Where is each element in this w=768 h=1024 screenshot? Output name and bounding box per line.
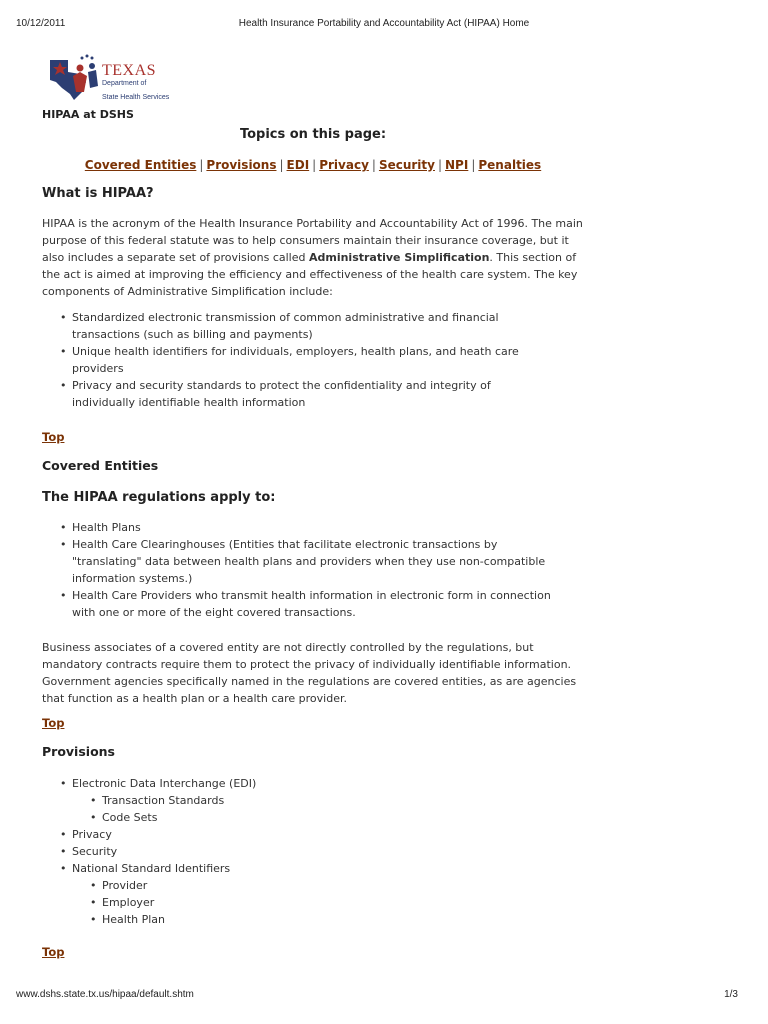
topic-link-privacy[interactable]: Privacy bbox=[319, 158, 369, 172]
list-item bbox=[42, 860, 562, 928]
list-item: • Health Care Clearinghouses (Entities that facilitate electronic transactions by "translating" data between health plans and providers when they use non-compatible information systems.) bbox=[42, 536, 562, 587]
topics-nav bbox=[0, 158, 626, 172]
separator: | bbox=[371, 158, 376, 172]
admin-simplification-bold: Administrative Simplification bbox=[308, 251, 490, 264]
print-url: www.dshs.state.tx.us/hipaa/default.shtm bbox=[16, 989, 194, 1000]
topic-link-edi[interactable]: EDI bbox=[286, 158, 310, 172]
print-footer bbox=[16, 989, 752, 1003]
print-header bbox=[16, 18, 752, 32]
topic-link-covered-entities[interactable]: Covered Entities bbox=[84, 158, 197, 172]
logo-texas-text: TEXAS bbox=[102, 62, 157, 79]
sub-list-item: • Health Plan bbox=[72, 911, 562, 928]
sub-list-item: • Employer bbox=[72, 894, 562, 911]
what-is-hipaa-paragraph bbox=[42, 215, 587, 300]
top-link[interactable]: Top bbox=[42, 430, 65, 444]
topics-title: Topics on this page: bbox=[239, 127, 387, 142]
topic-link-npi[interactable]: NPI bbox=[445, 158, 469, 172]
sub-list-item: • Code Sets bbox=[72, 809, 562, 826]
topic-link-provisions[interactable]: Provisions bbox=[206, 158, 277, 172]
list-item: • Health Plans bbox=[42, 519, 562, 536]
logo-dept-text: Department of bbox=[102, 80, 147, 87]
texas-logo-icon bbox=[46, 52, 102, 104]
what-is-hipaa-heading: What is HIPAA? bbox=[42, 186, 154, 201]
provision-label: Electronic Data Interchange (EDI) bbox=[72, 777, 257, 790]
topic-link-penalties[interactable]: Penalties bbox=[478, 158, 542, 172]
top-link[interactable]: Top bbox=[42, 945, 65, 959]
separator: | bbox=[437, 158, 443, 172]
logo-dshs-text: State Health Services bbox=[102, 94, 170, 101]
topic-link-security[interactable]: Security bbox=[378, 158, 435, 172]
intro-text: HIPAA is the acronym of the Health Insurance Portability and Accountability Act of 1996. The main purpose of this federal statute was to help consumers maintain their insurance coverage, but it also includes a separate set of provisions called bbox=[42, 217, 583, 264]
separator: | bbox=[312, 158, 317, 172]
dshs-logo[interactable] bbox=[46, 52, 181, 104]
sub-list-item: • Provider bbox=[72, 877, 562, 894]
sub-list-item: • Transaction Standards bbox=[72, 792, 562, 809]
print-date: 10/12/2011 bbox=[16, 18, 66, 29]
list-item: • Security bbox=[42, 843, 562, 860]
print-title: Health Insurance Portability and Accountability Act (HIPAA) Home bbox=[238, 18, 530, 29]
covered-entities-heading: Covered Entities bbox=[42, 458, 159, 473]
list-item bbox=[42, 775, 562, 826]
separator: | bbox=[279, 158, 284, 172]
hipaa-at-dshs-link[interactable]: HIPAA at DSHS bbox=[42, 108, 134, 121]
list-item: • Unique health identifiers for individuals, employers, health plans, and heath care providers bbox=[42, 343, 532, 377]
provision-label: National Standard Identifiers bbox=[72, 862, 231, 875]
page-number: 1/3 bbox=[724, 989, 738, 1000]
provisions-list bbox=[42, 775, 562, 928]
regulations-apply-heading: The HIPAA regulations apply to: bbox=[42, 490, 276, 505]
separator: | bbox=[199, 158, 204, 172]
list-item: • Standardized electronic transmission of common administrative and financial transactions (such as billing and payments) bbox=[42, 309, 532, 343]
business-associates-paragraph: Business associates of a covered entity are not directly controlled by the regulations, but mandatory contracts require them to protect the privacy of individually identifiable information. Government agencies specifically named in the regulations are covered entities, as are agencies that function as a health plan or a health care provider. bbox=[42, 641, 577, 705]
intro-text-end: . This section of the act is aimed at improving the efficiency and effectiveness of the health care system. The key components of Administrative Simplification include: bbox=[42, 251, 578, 298]
provisions-heading: Provisions bbox=[42, 744, 115, 759]
separator: | bbox=[471, 158, 476, 172]
top-link[interactable]: Top bbox=[42, 716, 65, 730]
sub-list bbox=[72, 877, 562, 928]
list-item: • Privacy and security standards to protect the confidentiality and integrity of individually identifiable health information bbox=[42, 377, 532, 411]
key-components-list bbox=[42, 309, 532, 411]
list-item: • Privacy bbox=[42, 826, 562, 843]
sub-list bbox=[72, 792, 562, 826]
list-item: • Health Care Providers who transmit health information in electronic form in connection with one or more of the eight covered transactions. bbox=[42, 587, 562, 621]
covered-entities-list bbox=[42, 519, 562, 621]
